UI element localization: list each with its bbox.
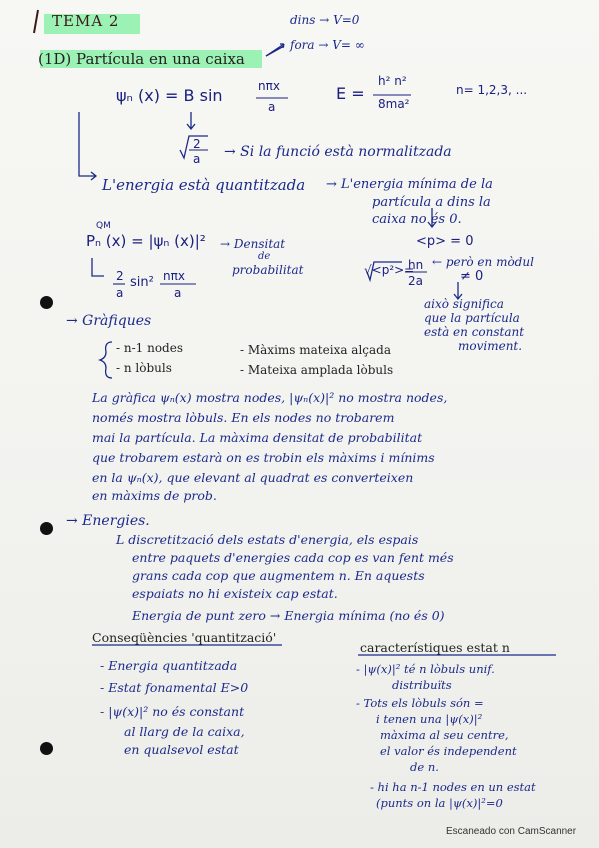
inside-potential: dins → V=0 — [290, 13, 360, 27]
characteristics-item: i tenen una |ψ(x)|² — [376, 712, 483, 726]
graphs-paragraph-line: en màxims de prob. — [92, 488, 217, 503]
wavefunction-numerator: nπx — [258, 79, 280, 93]
list-item: - Mateixa amplada lòbuls — [240, 363, 394, 377]
min-energy-line3: caixa no és 0. — [372, 212, 462, 227]
coef-denominator: a — [116, 286, 124, 300]
characteristics-item: (punts on la |ψ(x)|²=0 — [376, 796, 503, 810]
qm-superscript: QM — [96, 221, 111, 231]
wavefunction-equation: ψₙ (x) = B sin — [116, 86, 223, 105]
meaning-line1: això significa — [424, 297, 504, 311]
graphs-paragraph-line: mai la partícula. La màxima densitat de probabilitat — [92, 430, 423, 445]
energies-paragraph-line: espaiats no hi existeix cap estat. — [132, 586, 338, 601]
consequences-item: - Estat fonamental E>0 — [100, 680, 249, 695]
consequences-item: - Energia quantitzada — [100, 658, 238, 673]
density-label-line3: probabilitat — [232, 263, 304, 277]
energy-numerator: h² n² — [378, 74, 407, 88]
graphs-paragraph-line: La gràfica ψₙ(x) mostra nodes, |ψₙ(x)|² no mostra nodes, — [92, 390, 448, 405]
coef-numerator: 2 — [116, 269, 124, 283]
modulus-note: ← però en mòdul — [432, 255, 534, 269]
characteristics-item: - |ψ(x)|² té n lòbuls unif. — [356, 662, 495, 676]
quantum-numbers: n= 1,2,3, ... — [456, 83, 528, 97]
graphs-paragraph-line: només mostra lòbuls. En els nodes no trobarem — [92, 410, 395, 425]
sin-arg-numerator: nπx — [163, 269, 185, 283]
density-label-line2: de — [258, 251, 271, 262]
graphs-heading: → Gràfiques — [66, 313, 152, 329]
characteristics-item: màxima al seu centre, — [380, 728, 509, 742]
outside-potential: fora → V= ∞ — [290, 38, 365, 52]
norm-numerator: 2 — [193, 137, 201, 151]
min-energy-line1: → L'energia mínima de la — [326, 177, 493, 192]
normalization-note: → Si la funció està normalitzada — [224, 144, 452, 160]
modulus-nonzero: ≠ 0 — [460, 269, 484, 284]
characteristics-item: de n. — [410, 760, 439, 774]
sin-arg-denominator: a — [174, 286, 182, 300]
graphs-paragraph-line: en la ψₙ(x), que elevant al quadrat es converteixen — [92, 470, 414, 485]
binder-hole — [40, 742, 53, 755]
energies-paragraph-line: grans cada cop que augmentem n. En aquests — [132, 568, 425, 583]
binder-hole — [40, 296, 53, 309]
characteristics-item: - hi ha n-1 nodes en un estat — [370, 780, 536, 794]
consequences-item: - |ψ(x)|² no és constant — [100, 704, 245, 719]
list-item: - n lòbuls — [116, 361, 172, 375]
consequences-heading: Conseqüències 'quantització' — [92, 630, 277, 645]
hn-denominator: 2a — [408, 274, 423, 288]
section-title: (1D) Partícula en una caixa — [38, 50, 245, 68]
norm-denominator: a — [193, 152, 201, 166]
energies-heading: → Energies. — [66, 513, 150, 529]
wavefunction-denominator: a — [268, 100, 276, 114]
energies-paragraph-line: entre paquets d'energies cada cop es van fent més — [132, 550, 454, 565]
energy-equation: E = — [336, 84, 365, 103]
characteristics-item: el valor és independent — [380, 744, 517, 758]
characteristics-heading: característiques estat n — [360, 640, 510, 655]
energies-paragraph-line: L discretització dels estats d'energia, els espais — [116, 532, 419, 547]
page-title: TEMA 2 — [52, 12, 120, 30]
expectation-p: <p> = 0 — [416, 234, 474, 249]
zero-point-energy: Energia de punt zero → Energia mínima (no és 0) — [132, 608, 445, 623]
characteristics-item: distribuïts — [392, 678, 452, 692]
energy-denominator: 8ma² — [378, 97, 410, 111]
list-item: - n-1 nodes — [116, 341, 183, 355]
characteristics-item: - Tots els lòbuls són = — [356, 696, 484, 710]
min-energy-line2: partícula a dins la — [372, 195, 491, 210]
density-label-line1: → Densitat — [220, 237, 286, 251]
meaning-line2: que la partícula — [424, 311, 520, 325]
meaning-line3: està en constant — [424, 325, 525, 339]
hn-numerator: hn — [408, 258, 424, 272]
consequences-item: al llarg de la caixa, — [124, 724, 245, 739]
graphs-paragraph-line: que trobarem estarà on es trobin els màxims i mínims — [92, 450, 435, 465]
energy-quantized: L'energia està quantitzada — [102, 176, 306, 194]
meaning-line4: moviment. — [458, 339, 523, 353]
root-p-squared: √<p²>= — [364, 263, 415, 277]
binder-hole — [40, 522, 53, 535]
sin-squared: sin² — [130, 275, 154, 290]
probability-density: Pₙ (x) = |ψₙ (x)|² — [86, 232, 206, 250]
scanner-watermark: Escaneado con CamScanner — [446, 826, 577, 837]
consequences-item: en qualsevol estat — [124, 742, 239, 757]
list-item: - Màxims mateixa alçada — [240, 343, 392, 357]
